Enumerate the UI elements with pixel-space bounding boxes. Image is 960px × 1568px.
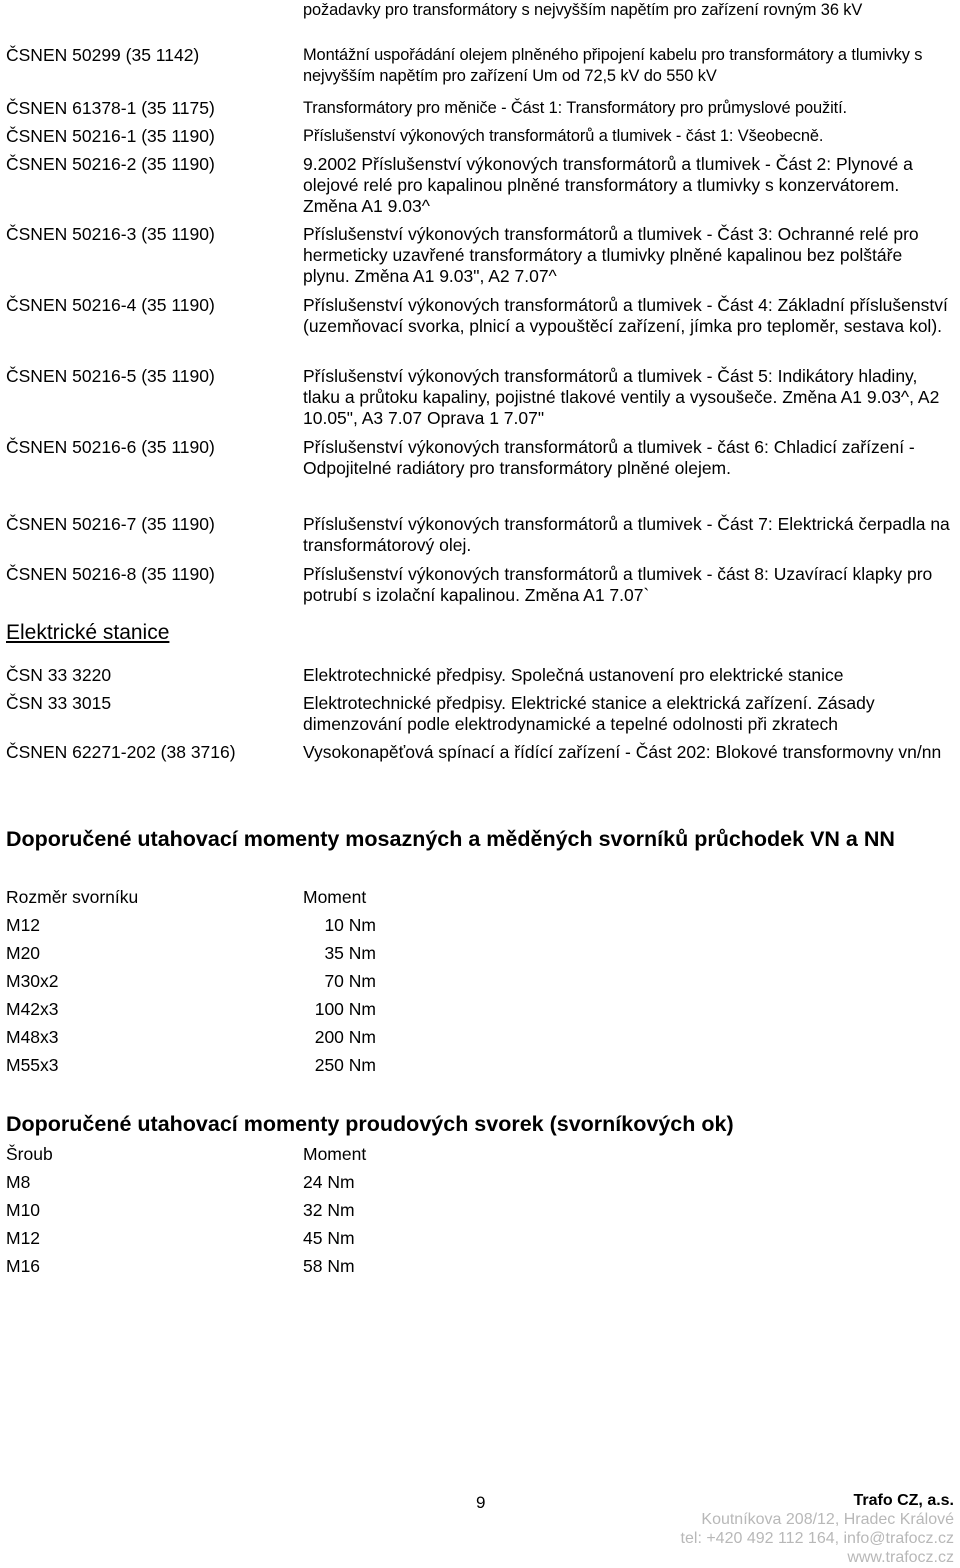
torque-value: 32 Nm (303, 1200, 355, 1220)
torque-value: 35 Nm (324, 943, 376, 963)
table-row (6, 999, 426, 1020)
standard-description: Transformátory pro měniče - Část 1: Transformátory pro průmyslové použití. (303, 99, 847, 117)
page-number: 9 (476, 1493, 486, 1512)
bolt-size: M55x3 (6, 1055, 59, 1075)
column-header: Moment (303, 1144, 367, 1164)
standard-code: ČSNEN 50216-1 (35 1190) (6, 126, 215, 146)
table-header-row (6, 887, 426, 908)
station-description: Elektrotechnické předpisy. Společná ustanovení pro elektrické stanice (303, 665, 844, 685)
standard-code: ČSNEN 50299 (35 1142) (6, 45, 200, 65)
bolt-size: M12 (6, 915, 41, 935)
station-code: ČSN 33 3015 (6, 693, 112, 713)
bolt-size: M30x2 (6, 971, 59, 991)
standard-description: Příslušenství výkonových transformátorů a tlumivek - Část 7: Elektrická čerpadla na transformátorový olej. (303, 514, 950, 555)
station-code: ČSNEN 62271-202 (38 3716) (6, 742, 236, 762)
clamp-torque-heading: Doporučené utahovací momenty proudových svorek (svorníkových ok) (6, 1112, 734, 1136)
table-row (6, 1055, 426, 1076)
bolt-size: M42x3 (6, 999, 59, 1019)
station-description: Elektrotechnické předpisy. Elektrické stanice a elektrická zařízení. Zásady dimenzování podle elektrodynamické a tepelné odolnosti při zkratech (303, 693, 875, 734)
section-title: Elektrické stanice (6, 621, 170, 644)
table-row (6, 971, 426, 992)
torque-value: 250 Nm (314, 1055, 376, 1075)
bolt-size: M48x3 (6, 1027, 59, 1047)
standard-code: ČSNEN 50216-8 (35 1190) (6, 564, 215, 584)
torque-value: 200 Nm (314, 1027, 376, 1047)
torque-value: 58 Nm (303, 1256, 355, 1276)
table-row (6, 1200, 426, 1221)
standard-description: Příslušenství výkonových transformátorů a tlumivek - část 6: Chladicí zařízení - Odpojitelné radiátory pro transformátory plněné olejem. (303, 437, 915, 478)
company-website[interactable]: www.trafocz.cz (847, 1549, 954, 1566)
standard-code: ČSNEN 50216-3 (35 1190) (6, 224, 215, 244)
station-description: Vysokonapěťová spínací a řídící zařízení - Část 202: Blokové transformovny vn/nn (303, 742, 942, 762)
table-row (6, 1228, 426, 1249)
company-contact: tel: +420 492 112 164, info@trafocz.cz (680, 1530, 954, 1547)
standard-description: požadavky pro transformátory s nejvyšším napětím pro zařízení rovným 36 kV (303, 1, 863, 19)
station-code: ČSN 33 3220 (6, 665, 112, 685)
screw-size: M8 (6, 1172, 31, 1192)
standard-code: ČSNEN 50216-2 (35 1190) (6, 154, 215, 174)
table-row (6, 915, 426, 936)
screw-size: M16 (6, 1256, 41, 1276)
torque-table-heading: Doporučené utahovací momenty mosazných a měděných svorníků průchodek VN a NN (6, 827, 895, 851)
screw-size: M10 (6, 1200, 41, 1220)
standard-code: ČSNEN 50216-6 (35 1190) (6, 437, 215, 457)
table-row (6, 1172, 426, 1193)
footer-company-block (681, 1491, 954, 1567)
table-header-row (6, 1144, 426, 1165)
torque-value: 45 Nm (303, 1228, 355, 1248)
standard-description: Příslušenství výkonových transformátorů a tlumivek - Část 4: Základní příslušenství (uzemňovací svorka, plnicí a vypouštěcí zařízení, jímka pro teploměr, sestava kol). (303, 295, 948, 336)
standard-description: Příslušenství výkonových transformátorů a tlumivek - část 8: Uzavírací klapky pro potrubí s izolační kapalinou. Změna A1 7.07` (303, 564, 933, 605)
standard-code: ČSNEN 50216-4 (35 1190) (6, 295, 215, 315)
standard-description: 9.2002 Příslušenství výkonových transformátorů a tlumivek - Část 2: Plynové a olejové relé pro kapalinou plněné transformátory a tlumivky s konzervátorem. Změna A1 9.03^ (303, 154, 913, 216)
torque-value: 100 Nm (314, 999, 376, 1019)
standard-description: Příslušenství výkonových transformátorů a tlumivek - část 1: Všeobecně. (303, 127, 824, 145)
standard-description: Příslušenství výkonových transformátorů a tlumivek - Část 5: Indikátory hladiny, tlaku a průtoku kapaliny, pojistné tlakové ventily a vysoušeče. Změna A1 9.03^, A2 10.05", A3 7.07 Oprava 1 7.07" (303, 366, 940, 428)
screw-size: M12 (6, 1228, 41, 1248)
table-row (6, 1256, 426, 1277)
column-header: Moment (303, 887, 367, 907)
table-row (6, 943, 426, 964)
torque-value: 10 Nm (324, 915, 376, 935)
column-header: Rozměr svorníku (6, 887, 139, 907)
standard-description: Montážní uspořádání olejem plněného připojení kabelu pro transformátory a tlumivky s nejvyšším napětím pro zařízení Um od 72,5 kV do 550 kV (303, 46, 923, 85)
company-name: Trafo CZ, a.s. (853, 1492, 954, 1509)
column-header: Šroub (6, 1144, 53, 1164)
standard-code: ČSNEN 61378-1 (35 1175) (6, 98, 215, 118)
company-address: Koutníkova 208/12, Hradec Králové (701, 1511, 954, 1528)
bolt-size: M20 (6, 943, 41, 963)
standard-description: Příslušenství výkonových transformátorů a tlumivek - Část 3: Ochranné relé pro hermeticky uzavřené transformátory a tlumivky plněné kapalinou bez polštáře plynu. Změna A1 9.03", A2 7.07^ (303, 224, 919, 286)
standard-code: ČSNEN 50216-7 (35 1190) (6, 514, 215, 534)
standard-code: ČSNEN 50216-5 (35 1190) (6, 366, 215, 386)
table-row (6, 1027, 426, 1048)
torque-value: 70 Nm (324, 971, 376, 991)
torque-value: 24 Nm (303, 1172, 355, 1192)
